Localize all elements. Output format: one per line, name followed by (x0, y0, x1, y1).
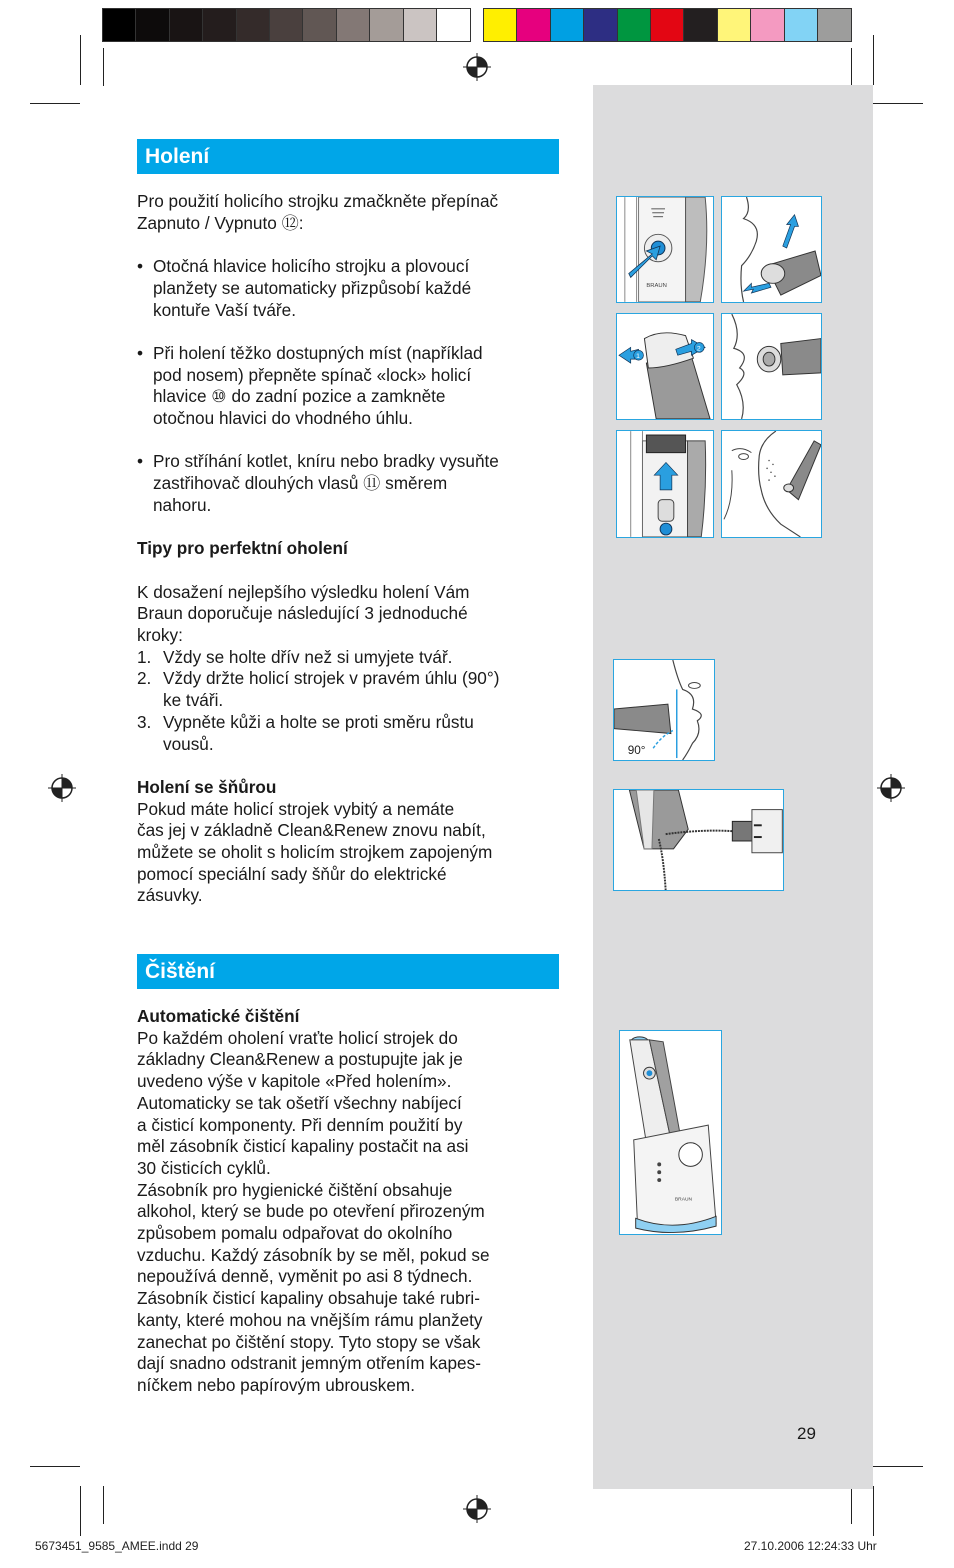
illustration-power-switch (616, 196, 714, 303)
crop-mark (873, 1466, 923, 1467)
tips-title: Tipy pro perfektní oholení (137, 538, 348, 559)
angle-label: 90° (627, 744, 646, 758)
color-swatch (303, 9, 336, 41)
svg-text:2: 2 (696, 345, 701, 353)
bullet-item: • Otočná hlavice holicího strojku a plovoucí planžety se automaticky přizpůsobí každé kontuře Vaší tváře. (137, 256, 472, 320)
color-swatch (718, 9, 751, 41)
color-swatch (484, 9, 517, 41)
color-swatch (437, 9, 470, 41)
tip-step: 1. Vždy se holte dřív než si umyjete tvář. (137, 646, 453, 667)
registration-mark-icon (877, 774, 905, 802)
color-swatch (103, 9, 136, 41)
bullet-item: • Při holení těžko dostupných míst (například pod nosem) přepněte spínač «lock» holicí hlavice ⑩ do zadní pozice a zamkněte otočnou hlavici do vhodného úhlu. (137, 342, 483, 428)
color-swatch (751, 9, 784, 41)
crop-mark (103, 48, 104, 86)
color-swatch (170, 9, 203, 41)
color-swatch (370, 9, 403, 41)
color-swatch (203, 9, 236, 41)
illustration-cord-shaving (613, 789, 784, 891)
svg-text:1: 1 (636, 353, 640, 361)
crop-mark (851, 48, 852, 86)
color-swatch (684, 9, 717, 41)
crop-mark (873, 35, 874, 85)
crop-mark (873, 1486, 874, 1536)
crop-mark (80, 35, 81, 85)
illustration-sideburn-trim (721, 430, 822, 538)
crop-mark (30, 1466, 80, 1467)
color-swatch (551, 9, 584, 41)
tip-step: 2. Vždy držte holicí strojek v pravém úhlu (90°) ke tváři. (137, 668, 500, 711)
tip-step: 3. Vypněte kůži a holte se proti směru růstu vousů. (137, 711, 474, 754)
brand-logo: BRAUN (674, 1197, 693, 1203)
registration-mark-icon (463, 1495, 491, 1523)
color-swatch (136, 9, 169, 41)
color-swatch (337, 9, 370, 41)
illustration-right-angle (613, 659, 715, 761)
color-swatch (785, 9, 818, 41)
color-swatch (270, 9, 303, 41)
color-swatch (404, 9, 437, 41)
process-color-bar (483, 8, 852, 42)
page-number: 29 (797, 1424, 816, 1443)
registration-mark-icon (463, 53, 491, 81)
auto-cleaning-body: Po každém oholení vraťte holicí strojek do základny Clean&Renew a postupujte jak je uvedeno výše v kapitole «Před holením». Automaticky se tak ošetří všechny nabíjecí a čisticí komponenty. Při denním použití by měl zásobník čisticí kapaliny postačit na asi 30 čisticích cyklů. Zásobník pro hygienické čištění obsahuje alkohol, který se bude po otevření přirozeným způsobem pomalu odpařovat do okolního vzduchu. Každý zásobník by se měl, pokud se nepoužívá denně, vyměnit po asi 8 týdnech. Zásobník čisticí kapaliny obsahuje také rubri- kanty, které mohou na vnějším rámu planžety zanechat po čištění stopy. Tyto stopy se však dají snadno odstranit jemným otřením kapes- níčkem nebo papírovým ubrouskem. (137, 1027, 490, 1395)
illustration-clean-renew-station (619, 1030, 722, 1235)
illustration-lock-switch (616, 313, 714, 420)
grey-color-bar (102, 8, 471, 42)
cord-title: Holení se šňůrou (137, 776, 277, 797)
illustration-face-contour (721, 196, 822, 303)
brand-logo: BRAUN (646, 283, 667, 290)
crop-mark (851, 1486, 852, 1524)
crop-mark (30, 103, 80, 104)
section-heading-shaving: Holení (137, 139, 559, 174)
color-swatch (584, 9, 617, 41)
crop-mark (80, 1486, 81, 1536)
bullet-item: • Pro stříhání kotlet, kníru nebo bradky vysuňte zastřihovač dlouhých vlasů ⑪ směrem nahoru. (137, 451, 499, 515)
shaving-text (137, 191, 567, 907)
footer-file-info: 5673451_9585_AMEE.indd 29 (35, 1539, 199, 1553)
tips-intro: K dosažení nejlepšího výsledku holení Vám Braun doporučuje následující 3 jednoduché kroky: (137, 581, 470, 645)
color-swatch (517, 9, 550, 41)
color-swatch (618, 9, 651, 41)
color-swatch (237, 9, 270, 41)
cord-text: Pokud máte holicí strojek vybitý a nemáte čas jej v základně Clean&Renew znovu nabít, můžete se oholit s holicím strojkem zapojeným pomocí speciální sady šňůr do elektrické zásuvky. (137, 798, 493, 906)
illustration-long-hair-trimmer (616, 430, 714, 538)
section-heading-cleaning: Čištění (137, 954, 559, 989)
shaving-intro: Pro použití holicího strojku zmačkněte přepínač Zapnuto / Vypnuto ⑫: (137, 191, 499, 233)
footer-timestamp: 27.10.2006 12:24:33 Uhr (744, 1539, 877, 1553)
auto-cleaning-title: Automatické čištění (137, 1006, 300, 1026)
illustration-under-nose (721, 313, 822, 420)
crop-mark (103, 1486, 104, 1524)
color-swatch (818, 9, 851, 41)
registration-mark-icon (48, 774, 76, 802)
crop-mark (873, 103, 923, 104)
color-swatch (651, 9, 684, 41)
cleaning-text (137, 1006, 567, 1397)
